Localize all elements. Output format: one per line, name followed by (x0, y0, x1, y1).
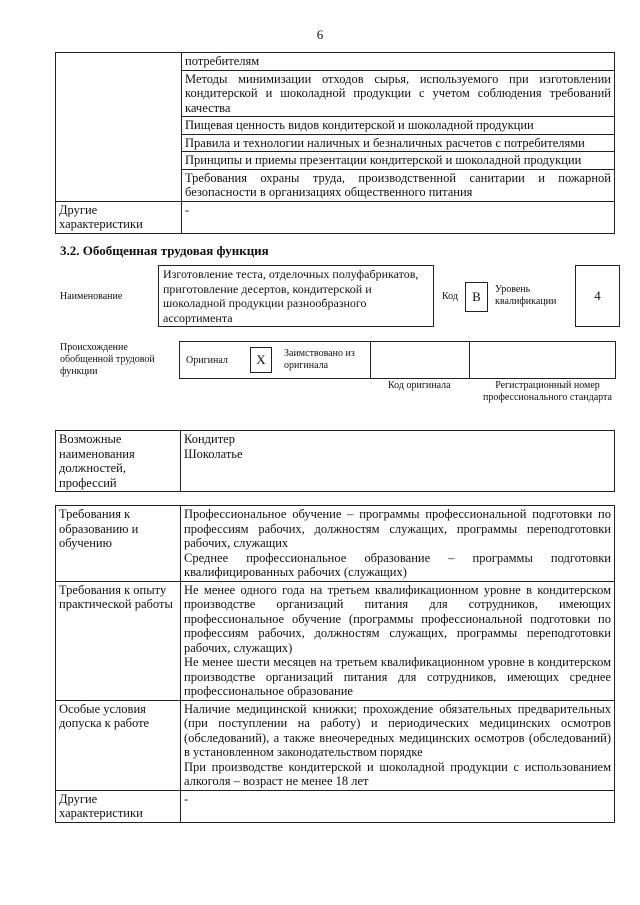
original-label: Оригинал (186, 355, 228, 366)
level-label: Уровень квалификации (495, 284, 557, 307)
level-value-box: 4 (575, 265, 620, 327)
other-characteristics-value: - (181, 790, 615, 822)
experience-line: Не менее одного года на третьем квалификационном уровне в кондитерском производстве организаций питания для сотрудников, имеющих профессиональное обучение (программы профессиональной подготовки по профессиям рабочих, должностям служащих, программы переподготовки рабочих, служащих) (184, 582, 611, 655)
admission-line: Наличие медицинской книжки; прохождение обязательных предварительных (при поступлении на работу) и периодических медицинских осмотров (обследований), а также внеочередных медицинских осмотров (обследований) в установленном законодательством порядке (184, 701, 611, 759)
page-number: 6 (316, 27, 324, 42)
education-value (181, 506, 615, 582)
knowledge-item: Пищевая ценность видов кондитерской и шоколадной продукции (182, 117, 615, 135)
reg-number-caption: Регистрационный номер профессионального стандарта (483, 380, 612, 403)
knowledge-label-cell (56, 53, 182, 202)
borrowed-label: Заимствовано из оригинала (284, 348, 355, 371)
knowledge-item: потребителям (182, 53, 615, 71)
admission-line: При производстве кондитерской и шоколадной продукции с использованием алкоголя – возраст не менее 18 лет (184, 759, 611, 788)
education-line: Профессиональное обучение – программы профессиональной подготовки по профессиям рабочих, должностям служащих, программы переподготовки рабочих, служащих (184, 507, 611, 550)
knowledge-item: Требования охраны труда, производственной санитарии и пожарной безопасности в организациях общественного питания (182, 169, 615, 201)
origin-label: Происхождение обобщенной трудовой функции (60, 342, 155, 377)
other-characteristics-label: Другие характеристики (56, 790, 181, 822)
code-original-caption: Код оригинала (388, 380, 451, 391)
other-characteristics-label: Другие характеристики (56, 201, 182, 233)
position-item: Шоколатье (184, 446, 243, 461)
education-label: Требования к образованию и обучению (56, 506, 181, 582)
position-item: Кондитер (184, 432, 235, 446)
experience-line: Не менее шести месяцев на третьем квалификационном уровне в кондитерском производстве организаций питания для сотрудников, имеющих среднее профессиональное образование (184, 655, 611, 698)
requirements-table (55, 505, 615, 823)
knowledge-item: Методы минимизации отходов сырья, используемого при изготовлении кондитерской и шоколадной продукции с учетом соблюдения требований качества (182, 70, 615, 117)
knowledge-table (55, 52, 615, 234)
knowledge-item: Принципы и приемы презентации кондитерской и шоколадной продукции (182, 152, 615, 170)
name-label: Наименование (60, 291, 123, 302)
education-line: Среднее профессиональное образование – программы подготовки квалифицированных рабочих (служащих) (184, 550, 611, 579)
code-original-cell (370, 341, 470, 379)
other-characteristics-value: - (182, 201, 615, 233)
positions-table (55, 430, 615, 492)
admission-value (181, 700, 615, 790)
positions-label: Возможные наименования должностей, профессий (56, 431, 181, 492)
experience-value (181, 581, 615, 700)
function-name-box: Изготовление теста, отделочных полуфабрикатов, приготовление десертов, кондитерской и шоколадной продукции разнообразного ассортимента (158, 265, 434, 327)
code-label: Код (442, 291, 458, 302)
section-heading: 3.2. Обобщенная трудовая функция (60, 243, 269, 258)
experience-label: Требования к опыту практической работы (56, 581, 181, 700)
code-value-box: B (465, 282, 488, 312)
original-mark-box: X (250, 347, 272, 373)
positions-values (181, 431, 615, 492)
knowledge-item: Правила и технологии наличных и безналичных расчетов с потребителями (182, 134, 615, 152)
admission-label: Особые условия допуска к работе (56, 700, 181, 790)
